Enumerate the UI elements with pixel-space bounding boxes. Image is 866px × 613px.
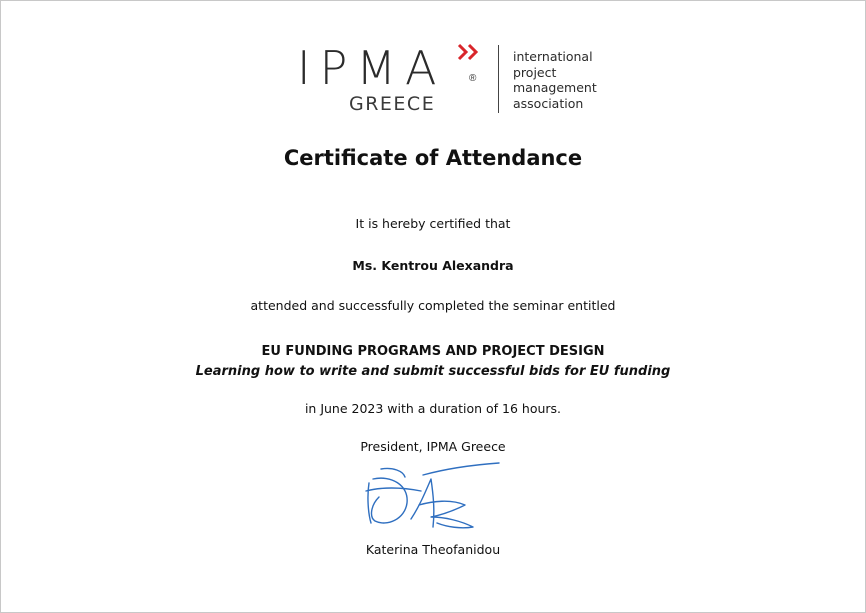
signature-image xyxy=(361,461,501,536)
logo-mark: IPMA xyxy=(297,41,446,95)
program-title: EU FUNDING PROGRAMS AND PROJECT DESIGN xyxy=(261,344,605,359)
tagline-line: association xyxy=(513,95,584,111)
recipient-name: Ms. Kentrou Alexandra xyxy=(352,258,514,273)
logo-divider xyxy=(498,45,499,113)
intro-text: It is hereby certified that xyxy=(355,216,511,231)
logo-tagline xyxy=(513,49,597,111)
certificate-title: Certificate of Attendance xyxy=(283,146,583,170)
signer-name: Katerina Theofanidou xyxy=(365,542,501,557)
tagline-line: project xyxy=(513,64,557,80)
tagline-line: international xyxy=(513,49,593,64)
duration-text: in June 2023 with a duration of 16 hours. xyxy=(304,401,562,416)
registered-mark: ® xyxy=(469,73,477,84)
signer-role: President, IPMA Greece xyxy=(360,439,506,454)
tagline-line: management xyxy=(513,80,597,95)
attended-text: attended and successfully completed the seminar entitled xyxy=(250,298,616,313)
logo-country: GREECE xyxy=(349,93,436,115)
chevrons-icon xyxy=(457,43,481,61)
program-subtitle: Learning how to write and submit successful bids for EU funding xyxy=(195,364,671,379)
ipma-logo xyxy=(297,41,607,121)
